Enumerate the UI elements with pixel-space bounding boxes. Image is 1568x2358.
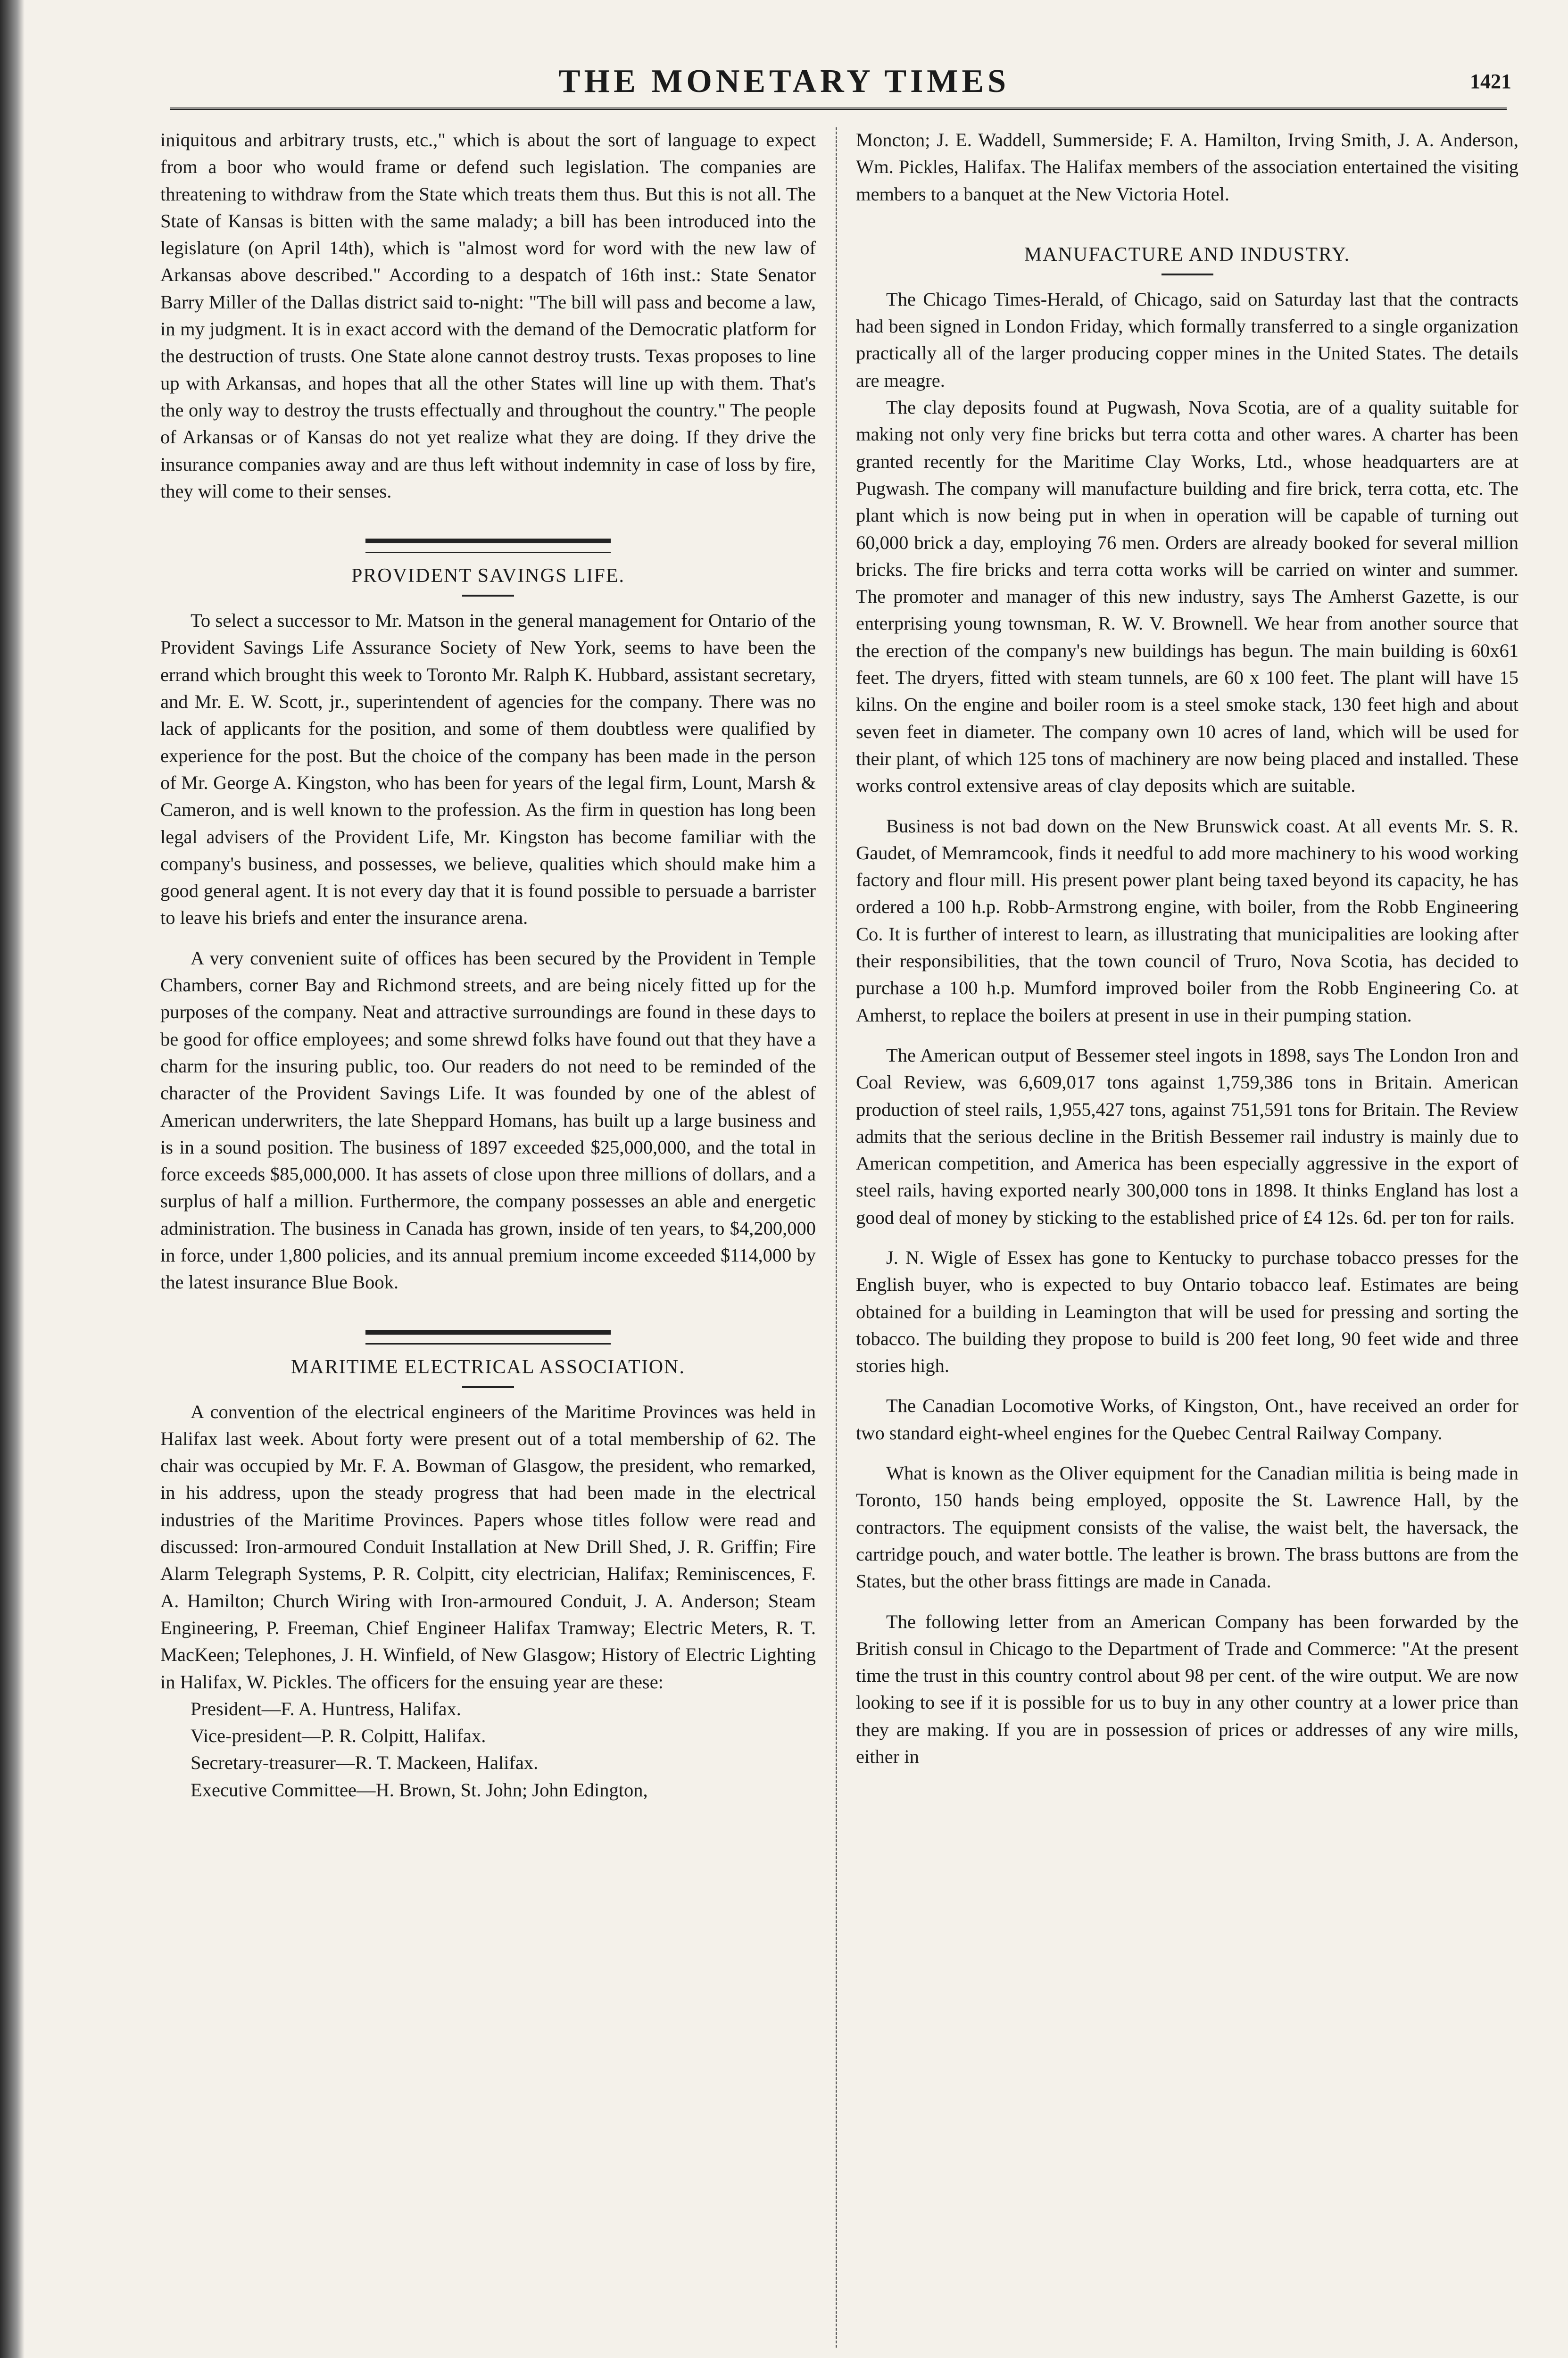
masthead-rule <box>170 108 1507 110</box>
provident-paragraph-2: A very convenient suite of offices has been secured by the Provident in Temple Chambers, corner Bay and Richmond streets, and are being nicely fitted up for the purposes of the company. Neat and attractive surroundings are found in these days to be good for office employees; and some shrewd folks have found out that they have a charm for the insuring public, too. Our readers do not need to be reminded of the character of the Provident Savings Life. It was founded by one of the ablest of American underwriters, the late Sheppard Homans, has built up a large business and is in a sound position. The business of 1897 exceeded $25,000,000, and the total in force exceeds $85,000,000. It has assets of close upon three millions of dollars, and a surplus of half a million. Furthermore, the company possesses an able and energetic administration. The business in Canada has grown, inside of ten years, to $4,200,000 in force, under 1,800 policies, and its annual premium income exceeded $114,000 by the latest insurance Blue Book. <box>160 947 816 1293</box>
masthead-title: THE MONETARY TIMES <box>558 63 1010 100</box>
maritime-continuation: Moncton; J. E. Waddell, Summerside; F. A. Hamilton, Irving Smith, J. A. Anderson, Wm. Pickles, Halifax. The Halifax members of the association entertained the visiting members to a banquet at the New Victoria Hotel. <box>856 129 1518 205</box>
manufacture-paragraph: The following letter from an American Company has been forwarded by the British consul in Chicago to the Department of Trade and Commerce: "At the present time the trust in this country control about 98 per cent. of the wire output. We are now looking to see if it is possible for us to buy in any other country at a lower price than they are making. If you are in possession of prices or addresses of any wire mills, either in <box>856 1611 1518 1768</box>
heading-dash <box>462 595 514 597</box>
heading-dash <box>1161 274 1213 275</box>
column-divider <box>836 127 837 2348</box>
masthead <box>0 60 1568 103</box>
section-separator <box>365 1330 611 1345</box>
section-separator <box>365 539 611 553</box>
heading-dash <box>462 1386 514 1388</box>
manufacture-paragraph: J. N. Wigle of Essex has gone to Kentucky to purchase tobacco presses for the English buyer, who is expected to buy Ontario tobacco leaf. Estimates are being obtained for a building in Leamington that will be used for pressing and sorting the tobacco. The building they propose to build is 200 feet long, 90 feet wide and three stories high. <box>856 1246 1518 1377</box>
manufacture-paragraph: The clay deposits found at Pugwash, Nova Scotia, are of a quality suitable for making not only very fine bricks but terra cotta and other wares. A charter has been granted recently for the Maritime Clay Works, Ltd., whose headquarters are at Pugwash. The company will manufacture building and fire brick, terra cotta, etc. The plant which is now being put in when in operation will be capable of turning out 60,000 brick a day, employing 76 men. Orders are already booked for several million bricks. The fire bricks and terra cotta works will be carried on winter and summer. The promoter and manager of this new industry, says The Amherst Gazette, is our enterprising young townsman, R. W. V. Brownell. We hear from another source that the erection of the company's new buildings has begun. The main building is 60x61 feet. The dryers, fitted with steam tunnels, are 60 x 100 feet. The plant will have 15 kilns. On the engine and boiler room is a steel smoke stack, 130 feet high and about seven feet in diameter. The company own 10 acres of land, which will be used for their plant, of which 125 tons of machinery are now being placed and installed. These works control extensive areas of clay deposits which are suitable. <box>856 397 1518 797</box>
manufacture-paragraph: What is known as the Oliver equipment for the Canadian militia is being made in Toronto, 150 hands being employed, opposite the St. Lawrence Hall, by the contractors. The equipment consists of the valise, the waist belt, the haversack, the cartridge pouch, and water bottle. The leather is brown. The brass buttons are from the States, but the other brass fittings are made in Canada. <box>856 1462 1518 1592</box>
officer-line: Secretary-treasurer—R. T. Mackeen, Halifax. <box>191 1752 539 1774</box>
officer-line: Vice-president—P. R. Colpitt, Halifax. <box>191 1725 486 1747</box>
right-column <box>856 126 1518 2358</box>
manufacture-paragraph: The American output of Bessemer steel ingots in 1898, says The London Iron and Coal Review, was 6,609,017 tons against 1,759,386 tons in Britain. American production of steel rails, 1,955,427 tons, against 751,591 tons for Britain. The Review admits that the serious decline in the British Bessemer rail industry is mainly due to American competition, and America has been especially aggressive in the export of steel rails, having exported nearly 300,000 tons in 1898. It thinks England has lost a good deal of money by sticking to the established price of £4 12s. 6d. per ton for rails. <box>856 1044 1518 1228</box>
manufacture-paragraph: The Chicago Times-Herald, of Chicago, said on Saturday last that the contracts had been signed in London Friday, which formally transferred to a single organization practically all of the larger producing copper mines in the United States. The details are meagre. <box>856 288 1518 391</box>
trusts-article-continuation: iniquitous and arbitrary trusts, etc.," which is about the sort of language to expect from a boor who would frame or defend such legislation. The companies are threatening to withdraw from the State which treats them thus. But this is not all. The State of Kansas is bitten with the same malady; a bill has been introduced into the legislature (on April 14th), which is "almost word for word with the new law of Arkansas above described." According to a despatch of 16th inst.: State Senator Barry Miller of the Dallas district said to-night: "The bill will pass and become a law, in my judgment. It is in exact accord with the demand of the Democratic platform for the destruction of trusts. One State alone cannot destroy trusts. Texas proposes to line up with Arkansas, and hopes that all the other States will line up with them. That's the only way to destroy the trusts effectually and throughout the country." The people of Arkansas or of Kansas do not yet realize what they are doing. If they drive the insurance companies away and are thus left without indemnity in case of loss by fire, they will come to their senses. <box>160 129 816 502</box>
manufacture-heading: MANUFACTURE AND INDUSTRY. <box>1024 243 1351 266</box>
maritime-paragraph-1: A convention of the electrical engineers of the Maritime Provinces was held in Halifax last week. About forty were present out of a total membership of 62. The chair was occupied by Mr. F. A. Bowman of Glasgow, the president, who remarked, in his address, upon the steady progress that had been made in the electrical industries of the Maritime Provinces. Papers whose titles follow were read and discussed: Iron-armoured Conduit Installation at New Drill Shed, J. R. Griffin; Fire Alarm Telegraph Systems, P. R. Colpitt, city electrician, Halifax; Reminiscences, F. A. Hamilton; Church Wiring with Iron-armoured Conduit, J. A. Anderson; Steam Engineering, P. Freeman, Chief Engineer Halifax Tramway; Electric Meters, R. T. MacKeen; Telephones, J. H. Winfield, of New Glasgow; History of Electric Lighting in Halifax, W. Pickles. The officers for the ensuing year are these: <box>160 1401 816 1693</box>
provident-heading: PROVIDENT SAVINGS LIFE. <box>351 565 625 587</box>
officer-line: President—F. A. Huntress, Halifax. <box>191 1698 461 1719</box>
maritime-heading: MARITIME ELECTRICAL ASSOCIATION. <box>291 1356 685 1378</box>
manufacture-paragraph: The Canadian Locomotive Works, of Kingston, Ont., have received an order for two standard eight-wheel engines for the Quebec Central Railway Company. <box>856 1395 1518 1444</box>
left-column <box>160 126 816 2358</box>
manufacture-paragraph: Business is not bad down on the New Brunswick coast. At all events Mr. S. R. Gaudet, of Memramcook, finds it needful to add more machinery to his wood working factory and flour mill. His present power plant being taxed beyond its capacity, he has ordered a 100 h.p. Robb-Armstrong engine, with boiler, from the Robb Engineering Co. It is further of interest to learn, as illustrating that municipalities are looking after their responsibilities, that the town council of Truro, Nova Scotia, has decided to purchase a 100 h.p. Mumford improved boiler from the Robb Engineering Co. at Amherst, to replace the boilers at present in use in their pumping station. <box>856 815 1518 1026</box>
page-number: 1421 <box>1470 70 1511 93</box>
officer-line: Executive Committee—H. Brown, St. John; John Edington, <box>191 1779 648 1801</box>
page-binding-edge <box>0 0 25 2358</box>
provident-paragraph-1: To select a successor to Mr. Matson in the general management for Ontario of the Provident Savings Life Assurance Society of New York, seems to have been the errand which brought this week to Toronto Mr. Ralph K. Hubbard, assistant secretary, and Mr. E. W. Scott, jr., superintendent of agencies for the company. There was no lack of applicants for the position, and some of them doubtless were qualified by experience for the post. But the choice of the company has been made in the person of Mr. George A. Kingston, who has been for years of the legal firm, Lount, Marsh & Cameron, and is well known to the profession. As the firm in question has long been legal advisers of the Provident Life, Mr. Kingston has become familiar with the company's business, and possesses, we believe, qualities which should make him a good general agent. It is not every day that it is found possible to persuade a barrister to leave his briefs and enter the insurance arena. <box>160 610 816 929</box>
